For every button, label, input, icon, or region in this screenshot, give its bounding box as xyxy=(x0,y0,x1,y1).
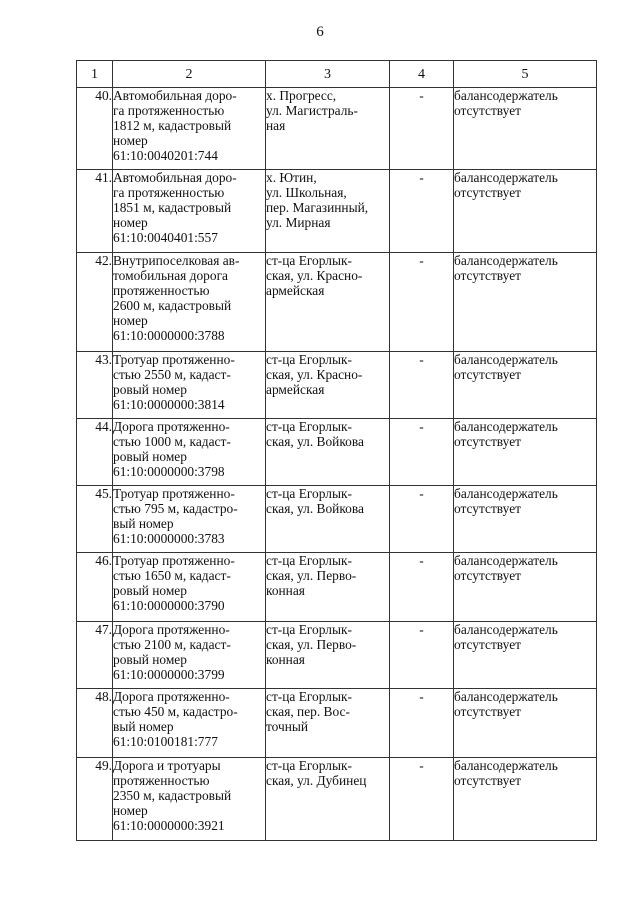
object-address-cell: х. Прогресс, ул. Магистраль- ная xyxy=(266,88,390,170)
object-description-cell: Внутрипоселковая ав- томобильная дорога протяженностью 2600 м, кадастровый номер 61:10:0000000:3788 xyxy=(113,253,266,352)
column-4-cell: - xyxy=(390,689,454,758)
row-number-cell: 46. xyxy=(77,553,113,622)
table-row xyxy=(77,88,597,170)
owner-cell: балансодержатель отсутствует xyxy=(454,170,597,253)
table-row xyxy=(77,352,597,419)
table-row xyxy=(77,419,597,486)
object-address-cell: ст-ца Егорлык- ская, ул. Перво- конная xyxy=(266,553,390,622)
object-description-cell: Автомобильная доро- га протяженностью 1812 м, кадастровый номер 61:10:0040201:744 xyxy=(113,88,266,170)
column-4-cell: - xyxy=(390,553,454,622)
column-4-cell: - xyxy=(390,486,454,553)
page-number: 6 xyxy=(316,24,324,40)
row-number-cell: 47. xyxy=(77,622,113,689)
object-description-cell: Дорога протяженно- стью 450 м, кадастро- вый номер 61:10:0100181:777 xyxy=(113,689,266,758)
table-header-row xyxy=(77,61,597,88)
object-address-cell: ст-ца Егорлык- ская, ул. Красно- армейская xyxy=(266,253,390,352)
table-row xyxy=(77,486,597,553)
owner-cell: балансодержатель отсутствует xyxy=(454,622,597,689)
owner-cell: балансодержатель отсутствует xyxy=(454,88,597,170)
column-4-cell: - xyxy=(390,352,454,419)
column-header-3: 3 xyxy=(266,61,390,88)
object-description-cell: Дорога протяженно- стью 2100 м, кадаст- ровый номер 61:10:0000000:3799 xyxy=(113,622,266,689)
column-4-cell: - xyxy=(390,419,454,486)
object-address-cell: ст-ца Егорлык- ская, ул. Дубинец xyxy=(266,758,390,841)
column-header-2: 2 xyxy=(113,61,266,88)
object-description-cell: Тротуар протяженно- стью 2550 м, кадаст- ровый номер 61:10:0000000:3814 xyxy=(113,352,266,419)
object-address-cell: х. Ютин, ул. Школьная, пер. Магазинный, ул. Мирная xyxy=(266,170,390,253)
column-header-1: 1 xyxy=(77,61,113,88)
row-number-cell: 43. xyxy=(77,352,113,419)
owner-cell: балансодержатель отсутствует xyxy=(454,486,597,553)
table-row xyxy=(77,253,597,352)
owner-cell: балансодержатель отсутствует xyxy=(454,419,597,486)
table-row xyxy=(77,758,597,841)
column-4-cell: - xyxy=(390,88,454,170)
object-description-cell: Тротуар протяженно- стью 795 м, кадастро- вый номер 61:10:0000000:3783 xyxy=(113,486,266,553)
object-address-cell: ст-ца Егорлык- ская, пер. Вос- точный xyxy=(266,689,390,758)
column-header-4: 4 xyxy=(390,61,454,88)
table-row xyxy=(77,170,597,253)
object-description-cell: Дорога протяженно- стью 1000 м, кадаст- ровый номер 61:10:0000000:3798 xyxy=(113,419,266,486)
object-address-cell: ст-ца Егорлык- ская, ул. Красно- армейская xyxy=(266,352,390,419)
column-4-cell: - xyxy=(390,170,454,253)
row-number-cell: 45. xyxy=(77,486,113,553)
owner-cell: балансодержатель отсутствует xyxy=(454,253,597,352)
row-number-cell: 42. xyxy=(77,253,113,352)
table-row xyxy=(77,553,597,622)
row-number-cell: 49. xyxy=(77,758,113,841)
object-description-cell: Тротуар протяженно- стью 1650 м, кадаст- ровый номер 61:10:0000000:3790 xyxy=(113,553,266,622)
row-number-cell: 48. xyxy=(77,689,113,758)
table-row xyxy=(77,622,597,689)
table-body xyxy=(77,88,597,841)
row-number-cell: 41. xyxy=(77,170,113,253)
column-4-cell: - xyxy=(390,758,454,841)
object-address-cell: ст-ца Егорлык- ская, ул. Войкова xyxy=(266,419,390,486)
row-number-cell: 40. xyxy=(77,88,113,170)
owner-cell: балансодержатель отсутствует xyxy=(454,689,597,758)
table-row xyxy=(77,689,597,758)
column-4-cell: - xyxy=(390,622,454,689)
object-description-cell: Дорога и тротуары протяженностью 2350 м, кадастровый номер 61:10:0000000:3921 xyxy=(113,758,266,841)
objects-table xyxy=(76,60,597,841)
row-number-cell: 44. xyxy=(77,419,113,486)
column-4-cell: - xyxy=(390,253,454,352)
object-description-cell: Автомобильная доро- га протяженностью 1851 м, кадастровый номер 61:10:0040401:557 xyxy=(113,170,266,253)
owner-cell: балансодержатель отсутствует xyxy=(454,352,597,419)
object-address-cell: ст-ца Егорлык- ская, ул. Войкова xyxy=(266,486,390,553)
object-address-cell: ст-ца Егорлык- ская, ул. Перво- конная xyxy=(266,622,390,689)
column-header-5: 5 xyxy=(454,61,597,88)
owner-cell: балансодержатель отсутствует xyxy=(454,758,597,841)
owner-cell: балансодержатель отсутствует xyxy=(454,553,597,622)
